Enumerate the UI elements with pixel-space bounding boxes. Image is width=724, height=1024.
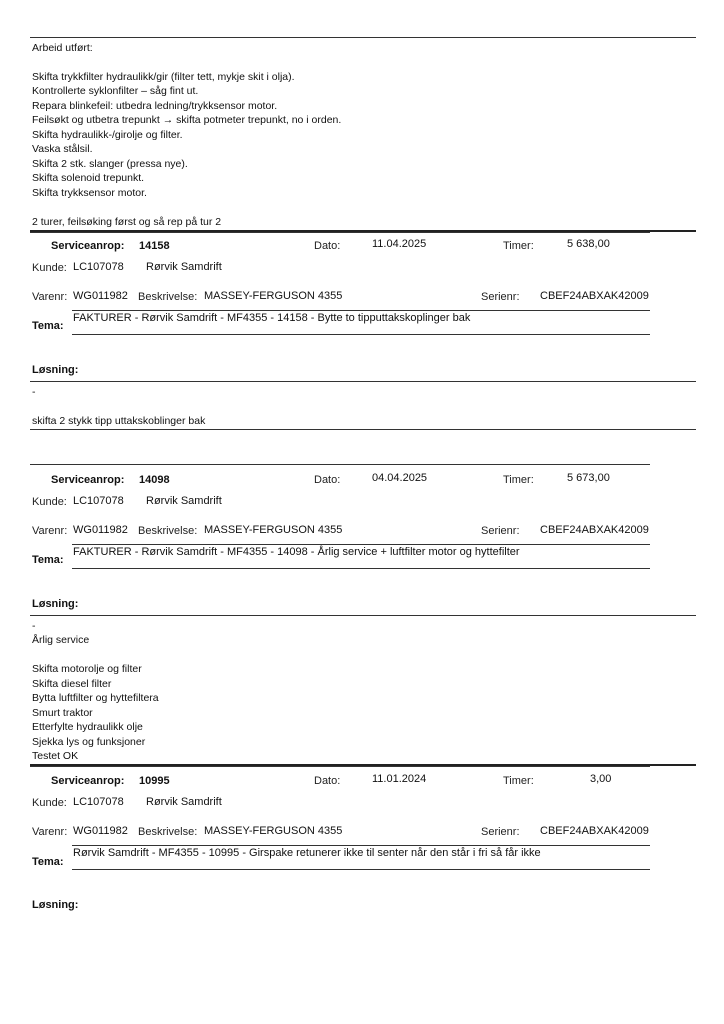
section-divider bbox=[30, 766, 650, 767]
solution-line: skifta 2 stykk tipp uttakskoblinger bak bbox=[32, 415, 206, 427]
item-no: WG011982 bbox=[73, 825, 128, 837]
solution-label: Løsning: bbox=[32, 899, 79, 911]
service-number: 14158 bbox=[139, 240, 170, 252]
section-divider bbox=[30, 232, 650, 233]
solution-line: Årlig service bbox=[32, 634, 90, 646]
solution-label: Løsning: bbox=[32, 598, 79, 610]
description-label: Beskrivelse: bbox=[138, 826, 198, 838]
customer-label: Kunde: bbox=[32, 496, 67, 508]
item-no-label: Varenr: bbox=[32, 826, 68, 838]
topic-divider bbox=[72, 568, 650, 569]
serial-label: Serienr: bbox=[481, 826, 520, 838]
customer-id: LC107078 bbox=[73, 495, 124, 507]
solution-line: Bytta luftfilter og hyttefiltera bbox=[32, 692, 159, 704]
work-line: Skifta 2 stk. slanger (pressa nye). bbox=[32, 158, 188, 170]
customer-id: LC107078 bbox=[73, 796, 124, 808]
description-label: Beskrivelse: bbox=[138, 291, 198, 303]
solution-line: - bbox=[32, 386, 36, 398]
topic-text: FAKTURER - Rørvik Samdrift - MF4355 - 14098 - Årlig service + luftfilter motor og hyttefilter bbox=[73, 546, 520, 558]
customer-label: Kunde: bbox=[32, 797, 67, 809]
work-footer-note: 2 turer, feilsøking først og så rep på tur 2 bbox=[32, 216, 222, 228]
work-line: Skifta solenoid trepunkt. bbox=[32, 172, 145, 184]
hours-label: Timer: bbox=[503, 775, 534, 787]
solution-label: Løsning: bbox=[32, 364, 79, 376]
topic-divider bbox=[72, 869, 650, 870]
topic-divider bbox=[72, 310, 650, 311]
service-hours: 5 638,00 bbox=[567, 238, 610, 250]
service-number: 10995 bbox=[139, 775, 170, 787]
date-label: Dato: bbox=[314, 775, 341, 787]
topic-label: Tema: bbox=[32, 320, 64, 332]
serial-label: Serienr: bbox=[481, 291, 520, 303]
solution-line: - bbox=[32, 620, 36, 632]
serviceanrop-label: Serviceanrop: bbox=[51, 775, 125, 787]
serviceanrop-label: Serviceanrop: bbox=[51, 474, 125, 486]
serviceanrop-label: Serviceanrop: bbox=[51, 240, 125, 252]
solution-line: Skifta diesel filter bbox=[32, 678, 112, 690]
service-number: 14098 bbox=[139, 474, 170, 486]
item-no-label: Varenr: bbox=[32, 525, 68, 537]
customer-name: Rørvik Samdrift bbox=[146, 796, 222, 808]
topic-divider bbox=[72, 334, 650, 335]
serial-no: CBEF24ABXAK42009 bbox=[540, 825, 649, 837]
work-line: Skifta hydraulikk-/girolje og filter. bbox=[32, 129, 183, 141]
solution-divider bbox=[30, 429, 696, 430]
serial-no: CBEF24ABXAK42009 bbox=[540, 524, 649, 536]
description: MASSEY-FERGUSON 4355 bbox=[204, 290, 343, 302]
customer-label: Kunde: bbox=[32, 262, 67, 274]
work-done-heading: Arbeid utført: bbox=[32, 42, 93, 54]
service-date: 11.04.2025 bbox=[372, 238, 427, 250]
top-divider bbox=[30, 37, 696, 38]
topic-label: Tema: bbox=[32, 554, 64, 566]
date-label: Dato: bbox=[314, 474, 341, 486]
work-line: Skifta trykksensor motor. bbox=[32, 187, 147, 199]
item-no: WG011982 bbox=[73, 524, 128, 536]
section-divider bbox=[30, 464, 650, 465]
service-date: 11.01.2024 bbox=[372, 773, 427, 785]
customer-name: Rørvik Samdrift bbox=[146, 261, 222, 273]
date-label: Dato: bbox=[314, 240, 341, 252]
service-date: 04.04.2025 bbox=[372, 472, 428, 484]
work-line: Repara blinkefeil: utbedra ledning/trykksensor motor. bbox=[32, 100, 278, 112]
service-hours: 3,00 bbox=[590, 773, 612, 785]
topic-divider bbox=[72, 544, 650, 545]
solution-line: Etterfylte hydraulikk olje bbox=[32, 721, 143, 733]
work-line: Vaska stålsil. bbox=[32, 143, 93, 155]
solution-line: Sjekka lys og funksjoner bbox=[32, 736, 146, 748]
work-line: Skifta trykkfilter hydraulikk/gir (filter tett, mykje skit i olja). bbox=[32, 71, 295, 83]
solution-line: Testet OK bbox=[32, 750, 79, 762]
hours-label: Timer: bbox=[503, 474, 534, 486]
hours-label: Timer: bbox=[503, 240, 534, 252]
topic-text: Rørvik Samdrift - MF4355 - 10995 - Girspake retunerer ikke til senter når den står i fri så får ikke bbox=[73, 847, 541, 859]
description-label: Beskrivelse: bbox=[138, 525, 198, 537]
item-no: WG011982 bbox=[73, 290, 128, 302]
serial-no: CBEF24ABXAK42009 bbox=[540, 290, 649, 302]
description: MASSEY-FERGUSON 4355 bbox=[204, 524, 343, 536]
customer-name: Rørvik Samdrift bbox=[146, 495, 222, 507]
serial-label: Serienr: bbox=[481, 525, 520, 537]
solution-line: Skifta motorolje og filter bbox=[32, 663, 142, 675]
work-line: Kontrollerte syklonfilter – såg fint ut. bbox=[32, 85, 199, 97]
work-line: Feilsøkt og utbetra trepunkt → skifta potmeter trepunkt, no i orden. bbox=[32, 114, 342, 126]
service-hours: 5 673,00 bbox=[567, 472, 610, 484]
customer-id: LC107078 bbox=[73, 261, 124, 273]
item-no-label: Varenr: bbox=[32, 291, 68, 303]
solution-divider bbox=[30, 381, 696, 382]
topic-label: Tema: bbox=[32, 856, 64, 868]
topic-text: FAKTURER - Rørvik Samdrift - MF4355 - 14158 - Bytte to tipputtakskoplinger bak bbox=[73, 312, 471, 324]
solution-divider bbox=[30, 615, 696, 616]
description: MASSEY-FERGUSON 4355 bbox=[204, 825, 343, 837]
solution-line: Smurt traktor bbox=[32, 707, 93, 719]
topic-divider bbox=[72, 845, 650, 846]
